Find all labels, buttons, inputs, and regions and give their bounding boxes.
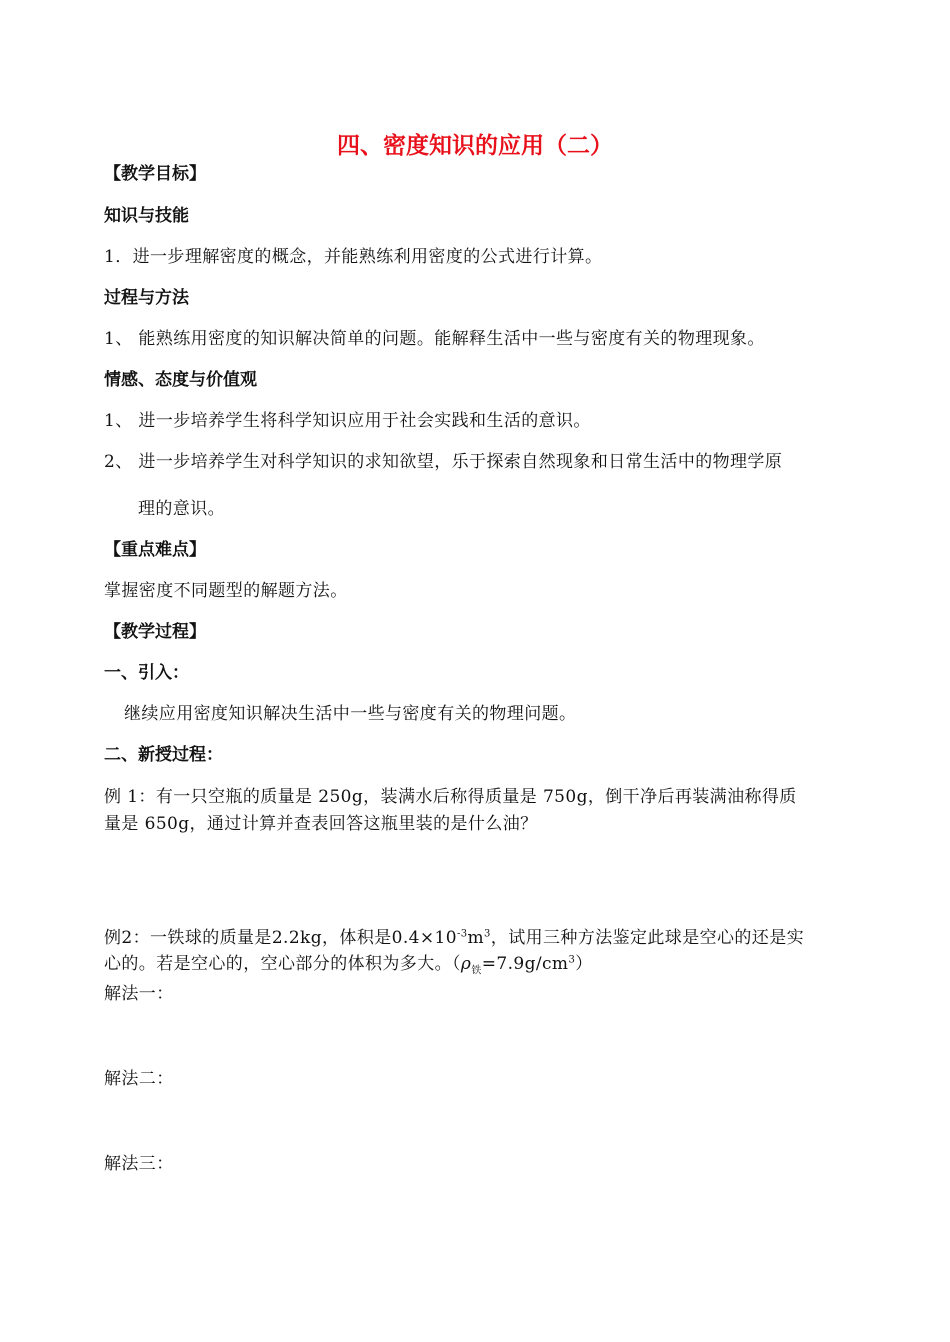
intro-text: 继续应用密度知识解决生活中一些与密度有关的物理问题。 <box>124 704 577 724</box>
teaching-process-heading: 【教学过程】 <box>104 622 206 642</box>
example-2-text-a: 例2：一铁球的质量是2.2kg，体积是0.4×10 <box>104 928 457 948</box>
closing-paren: ） <box>575 954 593 974</box>
density-value: =7.9g/cm <box>481 954 569 974</box>
solution-1-label: 解法一： <box>104 984 174 1004</box>
new-lesson-heading: 二、新授过程： <box>104 745 223 765</box>
emotion-heading: 情感、态度与价值观 <box>104 370 257 390</box>
exponent-cm3: 3 <box>568 954 576 966</box>
example-2-line-1 <box>104 927 804 949</box>
objectives-heading: 【教学目标】 <box>104 164 206 184</box>
emotion-item-1: 1、 进一步培养学生将科学知识应用于社会实践和生活的意识。 <box>104 411 591 431</box>
rho-symbol: ρ <box>460 954 472 974</box>
solution-3-label: 解法三： <box>104 1154 174 1174</box>
intro-heading: 一、引入： <box>104 663 189 683</box>
example-2-line-2 <box>104 953 593 975</box>
rho-subscript: 铁 <box>471 965 482 977</box>
page-title: 四、密度知识的应用（二） <box>337 133 613 159</box>
solution-2-label: 解法二： <box>104 1069 174 1089</box>
emotion-item-2-line-1: 2、 进一步培养学生对科学知识的求知欲望，乐于探索自然现象和日常生活中的物理学原 <box>104 452 783 472</box>
exponent-3: 3 <box>484 928 491 940</box>
exponent-neg3: -3 <box>456 928 468 940</box>
emotion-item-2-line-2: 理的意识。 <box>138 499 225 519</box>
example-1-line-1: 例 1：有一只空瓶的质量是 250g，装满水后称得质量是 750g，倒干净后再装满油称得质 <box>104 787 797 807</box>
key-difficulties-text: 掌握密度不同题型的解题方法。 <box>104 581 348 601</box>
unit-m: m <box>467 928 485 948</box>
example-1-line-2: 量是 650g，通过计算并查表回答这瓶里装的是什么油？ <box>104 814 538 834</box>
example-2-line2-text-a: 心的。若是空心的，空心部分的体积为多大。（ <box>104 954 461 974</box>
key-difficulties-heading: 【重点难点】 <box>104 540 206 560</box>
example-2-text-c: ，试用三种方法鉴定此球是空心的还是实 <box>490 928 804 948</box>
process-item-1: 1、 能熟练用密度的知识解决简单的问题。能解释生活中一些与密度有关的物理现象。 <box>104 329 765 349</box>
knowledge-heading: 知识与技能 <box>104 206 189 226</box>
process-heading: 过程与方法 <box>104 288 189 308</box>
knowledge-item-1: 1．进一步理解密度的概念，并能熟练利用密度的公式进行计算。 <box>104 247 603 267</box>
